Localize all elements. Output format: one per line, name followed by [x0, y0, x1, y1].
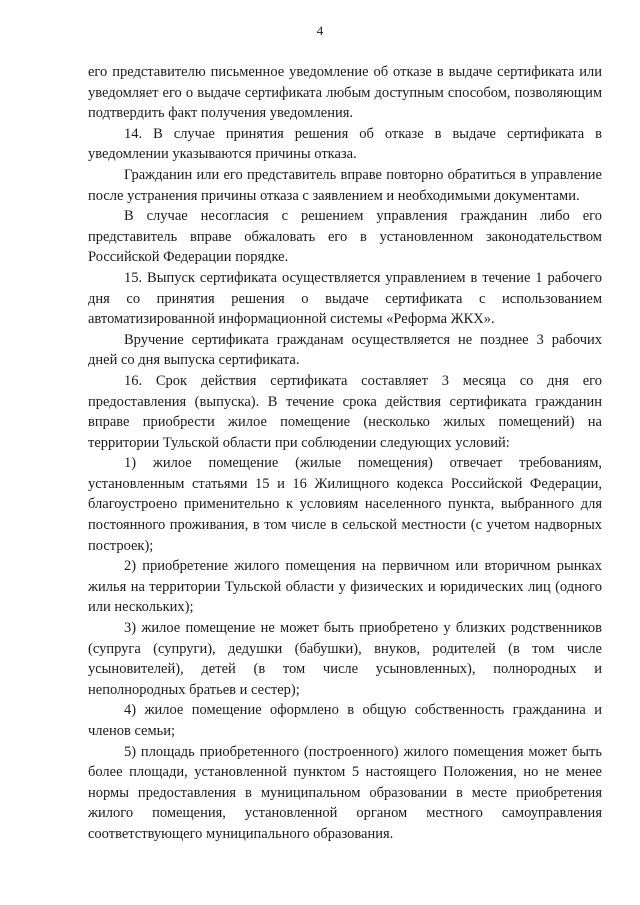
document-body — [88, 62, 602, 845]
paragraph-continuation: его представителю письменное уведомление об отказе в выдаче сертификата или уведомляет его о выдаче сертификата любым доступным способом, позволяющим подтвердить факт получения уведомления. — [88, 64, 602, 122]
paragraph-appeal: В случае несогласия с решением управления гражданин либо его представитель вправе обжаловать его в установленном законодательством Российской Федерации порядке. — [88, 208, 602, 266]
paragraph-delivery: Вручение сертификата гражданам осуществляется не позднее 3 рабочих дней со дня выпуска сертификата. — [88, 331, 602, 369]
condition-4: 4) жилое помещение оформлено в общую собственность гражданина и членов семьи; — [88, 702, 602, 739]
condition-3: 3) жилое помещение не может быть приобретено у близких родственников (супруга (супруги), дедушки (бабушки), внуков, родителей (в том числе усыновителей), детей (в том числе усыновленных), полнородных и неполнородных братьев и сестер); — [88, 620, 602, 698]
paragraph-item-15: 15. Выпуск сертификата осуществляется управлением в течение 1 рабочего дня со принятия решения о выдаче сертификата с использованием автоматизированной информационной системы «Реформа ЖКХ». — [88, 269, 602, 328]
page-number: 4 — [316, 23, 324, 38]
condition-2: 2) приобретение жилого помещения на первичном или вторичном рынках жилья на территории Тульской области у физических и юридических лиц (одного или нескольких); — [88, 558, 602, 616]
paragraph-item-14: 14. В случае принятия решения об отказе в выдаче сертификата в уведомлении указываются причины отказа. — [88, 125, 602, 163]
paragraph-item-16: 16. Срок действия сертификата составляет 3 месяца со дня его предоставления (выпуска). В течение срока действия сертификата гражданин вправе приобрести жилое помещение (несколько жилых помещений) на территории Тульской области при соблюдении следующих условий: — [88, 372, 602, 451]
condition-1: 1) жилое помещение (жилые помещения) отвечает требованиям, установленным статьями 15 и 16 Жилищного кодекса Российской Федерации, благоустроено применительно к условиям населенного пункта, выбранного для постоянного проживания, в том числе в сельской местности (с учетом надворных построек); — [88, 455, 602, 554]
paragraph-reapply: Гражданин или его представитель вправе повторно обратиться в управление после устранения причины отказа с заявлением и необходимыми документами. — [88, 166, 602, 204]
condition-5: 5) площадь приобретенного (построенного) жилого помещения может быть более площади, установленной пунктом 5 настоящего Положения, но не менее нормы предоставления в муниципальном образовании в месте приобретения жилого помещения, установленной органом местного самоуправления соответствующего муниципального образования. — [88, 743, 602, 842]
